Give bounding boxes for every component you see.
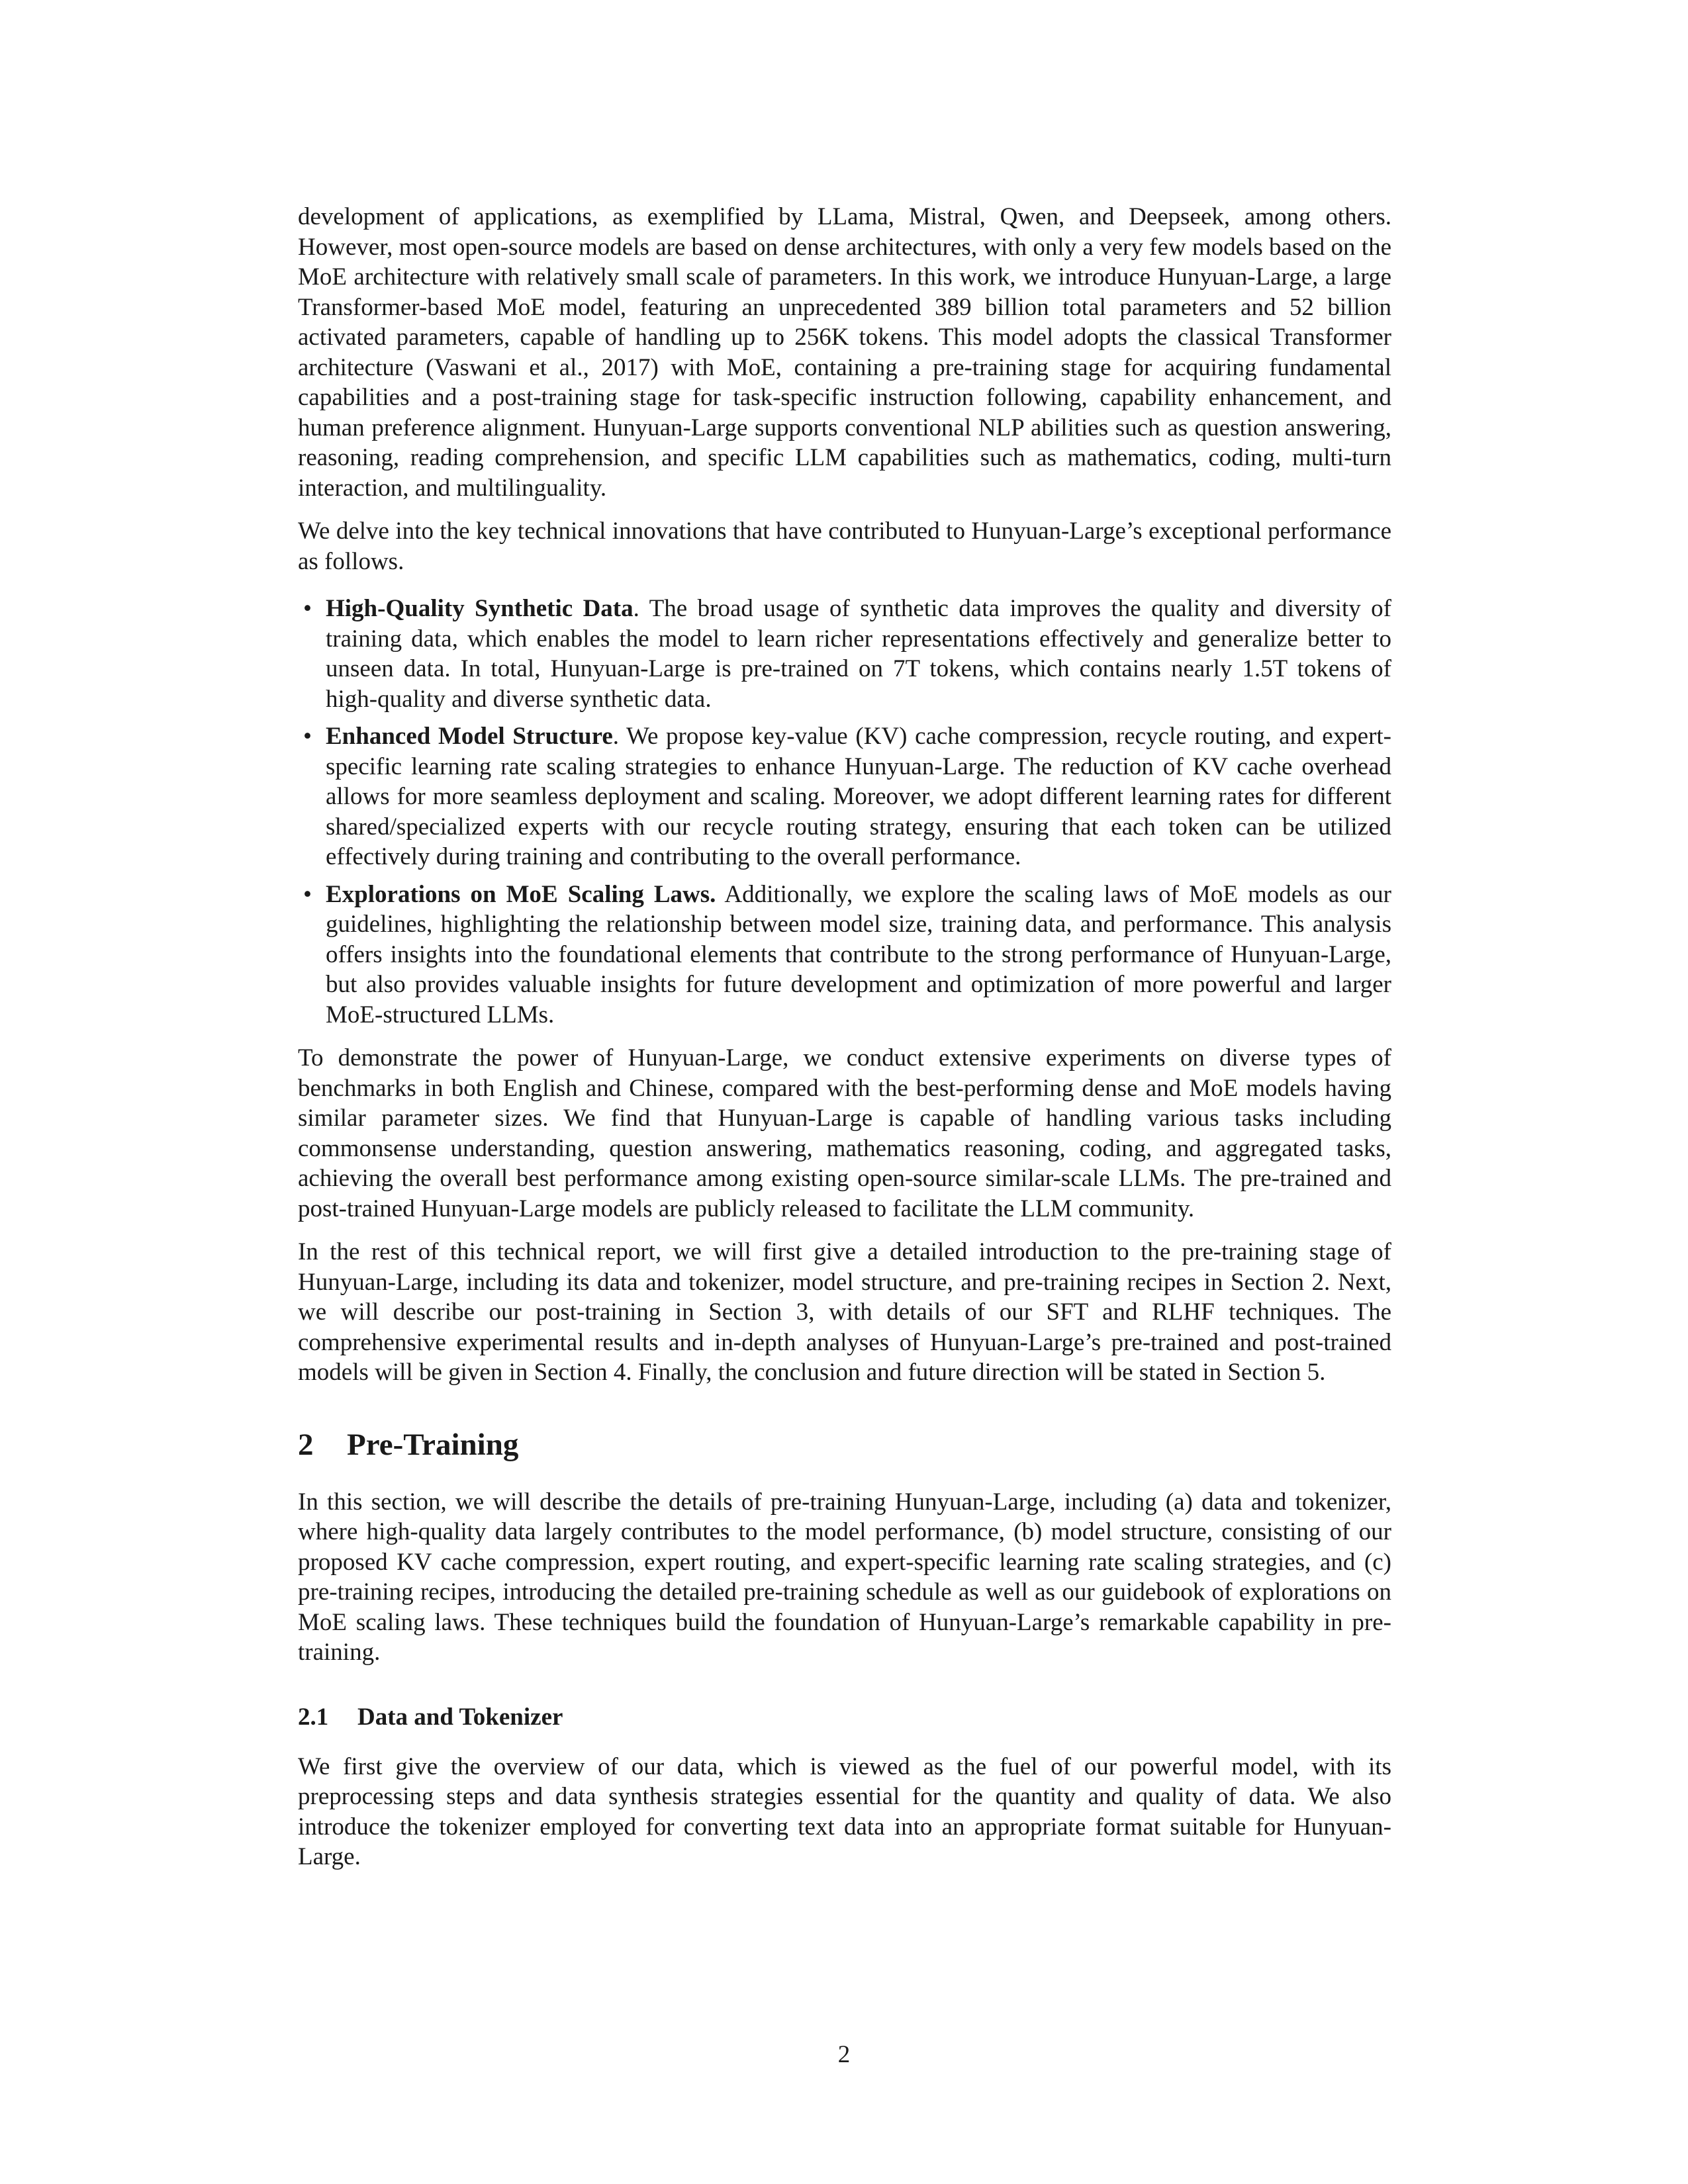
list-item-text — [326, 721, 1391, 872]
body-paragraph-outline: In the rest of this technical report, we will first give a detailed introduction to the pre-training stage of Hunyuan-Large, including its data and tokenizer, model structure, and pre-training recipes in Section 2. Next, we will describe our post-training in Section 3, with details of our SFT and RLHF techniques. The comprehensive experimental results and in-depth analyses of Hunyuan-Large’s pre-trained and post-trained models will be given in Section 4. Finally, the conclusion and future direction will be stated in Section 5. — [298, 1238, 1391, 1386]
page-body — [298, 202, 1391, 1872]
subsection-title: Data and Tokenizer — [357, 1703, 563, 1731]
list-item-body: . The broad usage of synthetic data improves the quality and diversity of training data, which enables the model to learn richer representations effectively and generalize better to unseen data. In total, Hunyuan-Large is pre-trained on 7T tokens, which contains nearly 1.5T tokens of high-quality and diverse synthetic data. — [326, 595, 1391, 713]
list-item-body: . We propose key-value (KV) cache compression, recycle routing, and expert-specific learning rate scaling strategies to enhance Hunyuan-Large. The reduction of KV cache overhead allows for more seamless deployment and scaling. Moreover, we adopt different learning rates for different shared/specialized experts with our recycle routing strategy, ensuring that each token can be utilized effectively during training and contributing to the overall performance. — [326, 723, 1391, 870]
list-item-title: Enhanced Model Structure — [326, 723, 613, 750]
subsection-paragraph: We first give the overview of our data, which is viewed as the fuel of our powerful model, with its preprocessing steps and data synthesis strategies essential for the quantity and quality of data. We also introduce the tokenizer employed for converting text data into an appropriate format suitable for Hunyuan-Large. — [298, 1752, 1391, 1870]
section-number: 2 — [298, 1427, 314, 1462]
subsection-heading — [298, 1702, 1391, 1732]
bullet-marker: • — [303, 723, 312, 750]
list-item — [298, 594, 1391, 714]
intro-paragraph-1: development of applications, as exemplified by LLama, Mistral, Qwen, and Deepseek, among others. However, most open-source models are based on dense architectures, with only a very few models based on the MoE architecture with relatively small scale of parameters. In this work, we introduce Hunyuan-Large, a large Transformer-based MoE model, featuring an unprecedented 389 billion total parameters and 52 billion activated parameters, capable of handling up to 256K tokens. This model adopts the classical Transformer architecture (Vaswani et al., 2017) with MoE, containing a pre-training stage for acquiring fundamental capabilities and a post-training stage for task-specific instruction following, capability enhancement, and human preference alignment. Hunyuan-Large supports conventional NLP abilities such as question answering, reasoning, reading comprehension, and specific LLM capabilities such as mathematics, coding, multi-turn interaction, and multilinguality. — [298, 203, 1391, 502]
list-item — [298, 721, 1391, 872]
page-number: 2 — [837, 2041, 851, 2068]
subsection-number: 2.1 — [298, 1703, 329, 1731]
list-item-title: High-Quality Synthetic Data — [326, 595, 633, 622]
list-item-text — [326, 594, 1391, 714]
section-paragraph: In this section, we will describe the details of pre-training Hunyuan-Large, including (a) data and tokenizer, where high-quality data largely contributes to the model performance, (b) model structure, consisting of our proposed KV cache compression, expert routing, and expert-specific learning rate scaling strategies, and (c) pre-training recipes, introducing the detailed pre-training schedule as well as our guidebook of explorations on MoE scaling laws. These techniques build the foundation of Hunyuan-Large’s remarkable capability in pre-training. — [298, 1488, 1391, 1666]
list-item-text — [326, 880, 1391, 1030]
section-title: Pre-Training — [347, 1427, 519, 1462]
bullet-marker: • — [303, 880, 312, 908]
innovations-list — [298, 594, 1391, 1030]
body-paragraph-experiments: To demonstrate the power of Hunyuan-Large, we conduct extensive experiments on diverse types of benchmarks in both English and Chinese, compared with the best-performing dense and MoE models having similar parameter sizes. We find that Hunyuan-Large is capable of handling various tasks including commonsense understanding, question answering, mathematics reasoning, coding, and aggregated tasks, achieving the overall best performance among existing open-source similar-scale LLMs. The pre-trained and post-trained Hunyuan-Large models are publicly released to facilitate the LLM community. — [298, 1044, 1391, 1222]
list-item — [298, 880, 1391, 1030]
list-item-title: Explorations on MoE Scaling Laws. — [326, 880, 716, 908]
list-item-body: Additionally, we explore the scaling laws of MoE models as our guidelines, highlighting the relationship between model size, training data, and performance. This analysis offers insights into the foundational elements that contribute to the strong performance of Hunyuan-Large, but also provides valuable insights for future development and optimization of more powerful and larger MoE-structured LLMs. — [326, 880, 1392, 1028]
intro-paragraph-2: We delve into the key technical innovations that have contributed to Hunyuan-Large’s exceptional performance as follows. — [298, 518, 1391, 575]
bullet-marker: • — [303, 595, 312, 622]
section-heading — [298, 1426, 1391, 1463]
